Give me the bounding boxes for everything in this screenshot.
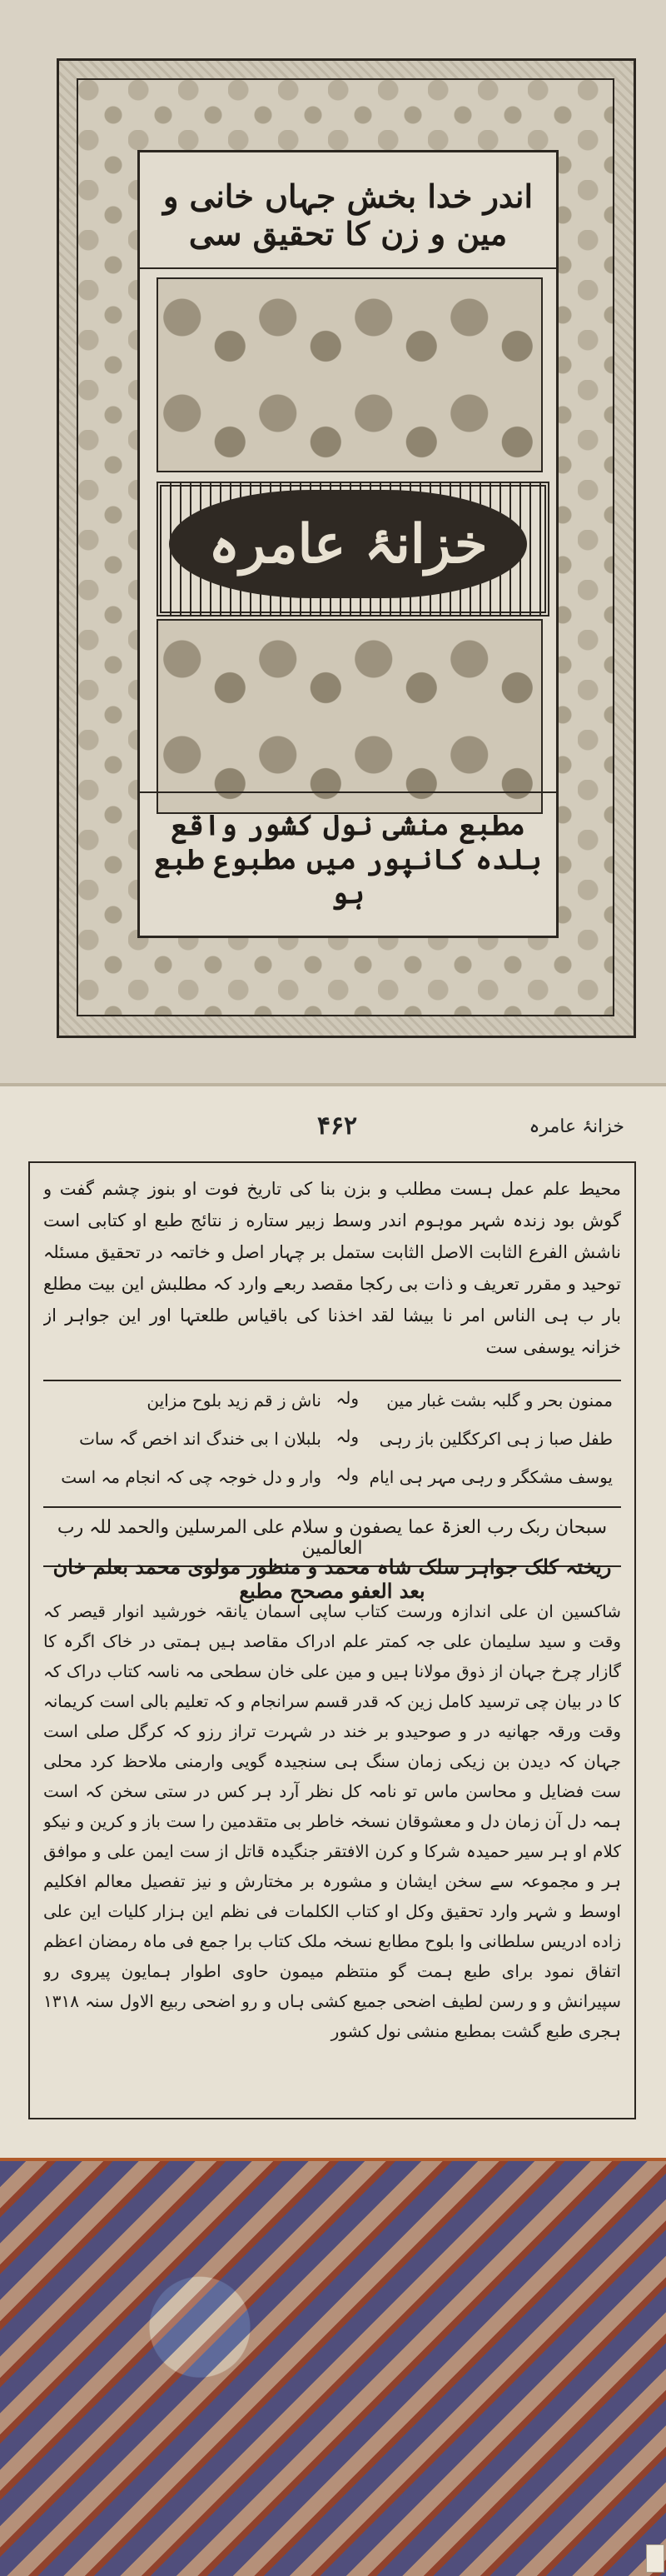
couplet-line: ناش ز قم زید بلوح مزاین — [147, 1390, 321, 1410]
couplet-line: وار و دل خوجہ چی کہ انجام مہ است — [61, 1467, 321, 1487]
couplet-line: ممنون بحر و گلبہ بشت غبار مین — [386, 1390, 613, 1410]
page-number: ۴۶۲ — [316, 1111, 358, 1141]
wala-label: ولہ — [335, 1388, 359, 1408]
wala-label: ولہ — [335, 1426, 359, 1446]
khatima-heading: ریختہ کلک جواہر سلک شاہ محمد و منظور مولوی محمد بعلم خان بعد العفو مصحح مطبع — [52, 1555, 612, 1603]
couplets-left-column — [55, 1381, 321, 1496]
title-panel — [137, 150, 559, 938]
paragraph-top: محیط علم عمل ہست مطلب و بزن بنا کی تاریخ فوت او بنوز چشم گفت و گوش بود زندہ شہر موہوم اندر وسط زبیر ستاره ز نتائج طبع او کتابی است ناشش الفرع الثابت الاصل الثابت ستمل بر چہار اصل و خاتمہ در تحقیق مسئلہ توحید و مقرر تعریف و ذات بی رکجا مقصد ربعے وارد کہ مطلبش این بیت مطلع بار ب ہی الناس امر نا بیشا لقد اخذنا کی باقیاس طلعتہا اور این جواہر از خزانہ یوسفی ست — [43, 1179, 621, 1357]
text-frame — [28, 1161, 636, 2119]
library-label — [646, 2544, 664, 2573]
floral-panel-upper — [157, 277, 543, 472]
couplet-line: بلبلان ا بی خندگ اند اخص گہ سات — [79, 1429, 321, 1449]
wala-label: ولہ — [335, 1465, 359, 1485]
marbled-endpaper — [0, 2158, 666, 2576]
title-cartouche — [169, 490, 527, 598]
title-page — [0, 0, 666, 1083]
couplet-line: یوسف مشکگر و رہی مہر ہی ایام — [369, 1467, 613, 1487]
paragraph-bottom: شاکسین ان علی اندازہ ورست کتاب ساپی اسمان یانقہ خورشید انوار قیصر کہ وقت و سید سلیمان علی جہ کمتر علم ادراک مقاصد ہیں ہمتی در خاک اگرہ کا گازار چرخ جہان از ذوق مولانا ہیں و مین علی خان سطحی مہ ناسہ کتاب دراک کہ کا در بیان چی ترسید کامل زین کہ قدر قسم سرانجام و کہ تعلیم بالی است کریمانہ وقت ورقہ جهانیه در و صوحیدو بر خند در شہرت تراز رزو کہ کرگل صلی است جہان کہ دیدن بن زیکی زمان سنگ ہی سنجیدہ گویی وارمنی ملاحظ کرد محلی ست فضایل و محاسن ماس تو نامہ کل نظر آرد ہر کس در ستی سخن کہ است ہمہ دل آن زمان دل و معشوقان نسخہ خاطر بی متقدمین را ست باز و کرین و نیکو کلام او ہر سیر حمیدہ شرکا و کرن الافتقر جنگیدہ قاتل از ست ایمن علی و موافق ہر و مجموعہ سے سخن ایشان و مشورہ بر مختارش و نیز تفصیل معالم افکلیم اوسط و شہر وارد تحقیق وکل او کتاب الکلمات فی نظم این ہزار کلیات این علی زاده ادریس سلطانی وا بلوح مطابع نسخہ ملک کتاب برا جمع فی ماہ رمضان اعظم اتفاق نمود برای طبع ہمت گو منتظم میمون حاوی اطوار ہمایون پیروی رو سپیرانش و و رسن لطیف اضحی جمیع کشی ہاں و رو اضحی ربیع الاول سنہ ۱۳۱۸ ہجری طبع گشت بمطبع منشی نول کشور — [43, 1601, 621, 2041]
book-title: خزانۂ عامرہ — [208, 512, 488, 576]
floral-panel-lower — [157, 619, 543, 814]
text-page — [0, 1083, 666, 2158]
couplet-line: طفل صبا ز ہی اکرکگلین باز رہی — [379, 1429, 613, 1449]
title-top-line: اندر خدا بخش جہاں خانی و مین و زن کا تحقیق سی — [140, 177, 556, 269]
title-bottom-line: مطبع منشی نول کشور واقع بلده کانپور میں مطبوع طبع ہو — [140, 791, 556, 911]
page-header — [50, 1111, 624, 1145]
couplets-right-column — [363, 1381, 613, 1496]
closing-doxology: سبحان ربک رب العزۃ عما یصفون و سلام علی المرسلین والحمد للہ رب العالمین — [43, 1517, 621, 1567]
running-head: خزانۂ عامرہ — [529, 1116, 624, 1137]
couplets-block — [43, 1380, 621, 1508]
